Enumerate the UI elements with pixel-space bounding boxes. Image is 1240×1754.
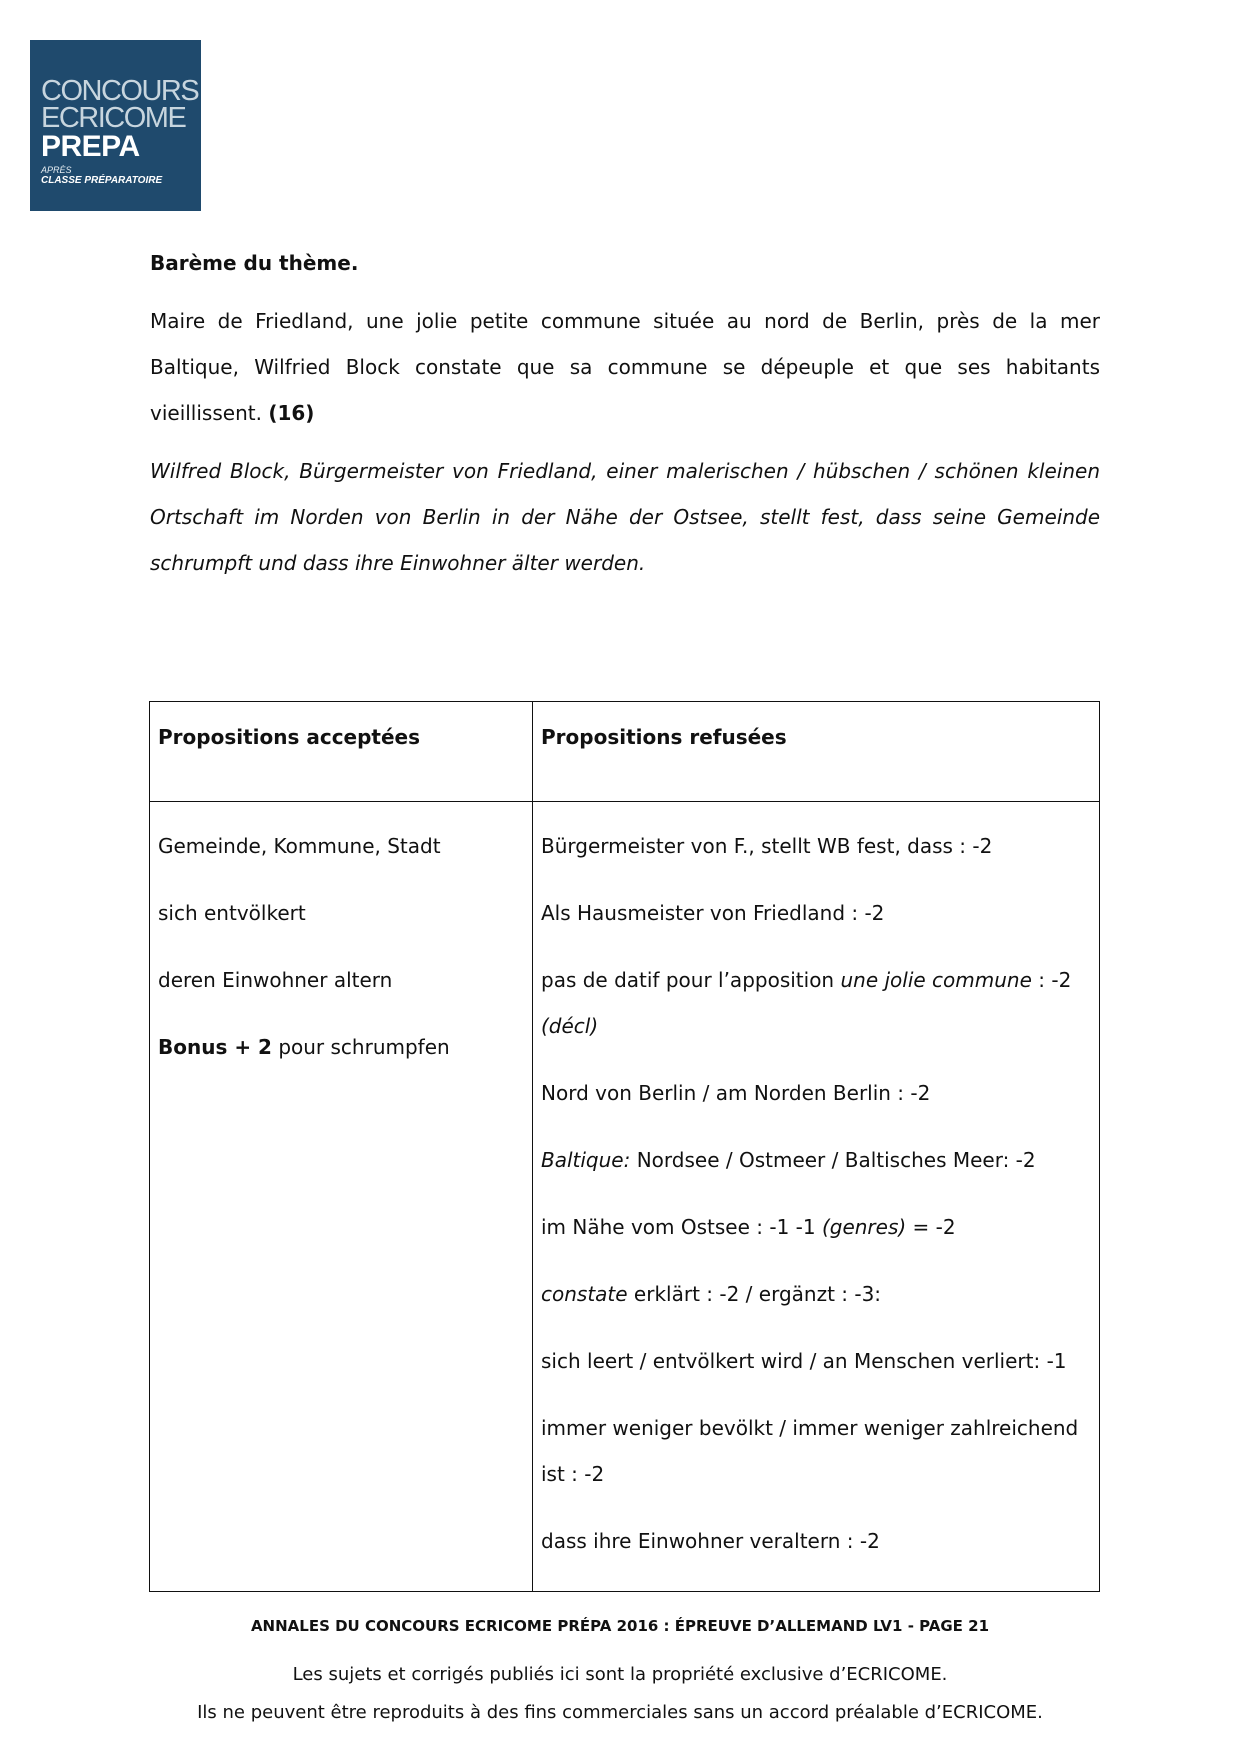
refused-item-italic: une jolie commune — [840, 968, 1032, 992]
source-sentence: Maire de Friedland, une jolie petite commune située au nord de Berlin, près de la mer Baltique, Wilfried Block constate que sa commune se dépeuple et que ses habitants vieillissent. — [150, 309, 1100, 425]
accepted-item-text: pour schrumpfen — [271, 1035, 450, 1059]
logo-line-classe-preparatoire: CLASSE PRÉPARATOIRE — [41, 175, 163, 186]
translation-text: Wilfred Block, Bürgermeister von Friedland, einer malerischen / hübschen / schönen kleinen Ortschaft im Norden von Berlin in der Nähe der Ostsee, stellt fest, dass seine Gemeinde schrumpft und dass ihre Einwohner älter werden. — [150, 459, 1100, 575]
table-header-row — [150, 702, 1100, 802]
main-content — [150, 240, 1100, 586]
accepted-item-text: Gemeinde, Kommune, Stadt — [158, 834, 441, 858]
accepted-item — [158, 890, 524, 936]
refused-item — [541, 1070, 1091, 1116]
accepted-item-text: sich entvölkert — [158, 901, 306, 925]
refused-item-text: sich leert / entvölkert wird / an Menschen verliert: -1 — [541, 1349, 1067, 1373]
refused-item — [541, 1137, 1091, 1183]
table-body-row — [150, 802, 1100, 1592]
logo-line-apres: APRÈS — [41, 165, 72, 175]
source-points: (16) — [268, 401, 315, 425]
logo-line-concours: CONCOURS — [41, 75, 199, 107]
accepted-item — [158, 1024, 524, 1070]
refused-item-text: = -2 — [906, 1215, 956, 1239]
accepted-item-bonus: Bonus + 2 — [158, 1035, 272, 1059]
refused-item-italic: Baltique: — [541, 1148, 631, 1172]
ecricome-logo — [30, 40, 201, 211]
refused-item — [541, 823, 1091, 869]
refused-item — [541, 1338, 1091, 1384]
refused-item — [541, 957, 1091, 1049]
refused-item-text: Nord von Berlin / am Norden Berlin : -2 — [541, 1081, 931, 1105]
refused-item-italic: constate — [541, 1282, 628, 1306]
footer-copyright: Les sujets et corrigés publiés ici sont la propriété exclusive d’ECRICOME. — [292, 1664, 948, 1685]
footer-page-info: ANNALES DU CONCOURS ECRICOME PRÉPA 2016 : ÉPREUVE D’ALLEMAND LV1 - PAGE 21 — [250, 1617, 990, 1635]
refused-list — [541, 802, 1091, 1591]
refused-item — [541, 1204, 1091, 1250]
accepted-item — [158, 823, 524, 869]
refused-item-text: im Nähe vom Ostsee : -1 -1 — [541, 1215, 822, 1239]
logo-line-ecricome: ECRICOME — [41, 102, 186, 134]
page-heading: Barème du thème. — [150, 251, 359, 275]
refused-item-text: : -2 — [1031, 968, 1072, 992]
refused-item — [541, 1271, 1091, 1317]
accepted-item — [158, 957, 524, 1003]
refused-item-italic: (décl) — [541, 1014, 599, 1038]
refused-item-text: Bürgermeister von F., stellt WB fest, dass : -2 — [541, 834, 993, 858]
refused-item-text: immer weniger bevölkt / immer weniger zahlreichend ist : -2 — [541, 1416, 1079, 1486]
refused-item-text: Als Hausmeister von Friedland : -2 — [541, 901, 885, 925]
refused-item-italic: (genres) — [821, 1215, 907, 1239]
logo-line-prepa: PREPA — [41, 130, 140, 163]
refused-item — [541, 1405, 1091, 1497]
footer-usage-notice: Ils ne peuvent être reproduits à des fins commerciales sans un accord préalable d’ECRICOME. — [197, 1702, 1043, 1723]
refused-item — [541, 890, 1091, 936]
refused-item — [541, 1518, 1091, 1564]
refused-item-text: dass ihre Einwohner veraltern : -2 — [541, 1529, 880, 1553]
accepted-column — [150, 802, 533, 1592]
refused-item-text: Nordsee / Ostmeer / Baltisches Meer: -2 — [630, 1148, 1036, 1172]
source-text — [150, 298, 1100, 436]
accepted-list — [158, 802, 524, 1591]
refused-item-text: erklärt : -2 / ergänzt : -3: — [627, 1282, 882, 1306]
header-refused: Propositions refusées — [541, 725, 787, 749]
header-accepted-cell — [150, 702, 533, 802]
header-accepted: Propositions acceptées — [158, 725, 421, 749]
refused-item-text: pas de datif pour l’apposition — [541, 968, 841, 992]
accepted-item-text: deren Einwohner altern — [158, 968, 393, 992]
refused-column — [533, 802, 1100, 1592]
grading-table — [149, 701, 1100, 1592]
header-refused-cell — [533, 702, 1100, 802]
